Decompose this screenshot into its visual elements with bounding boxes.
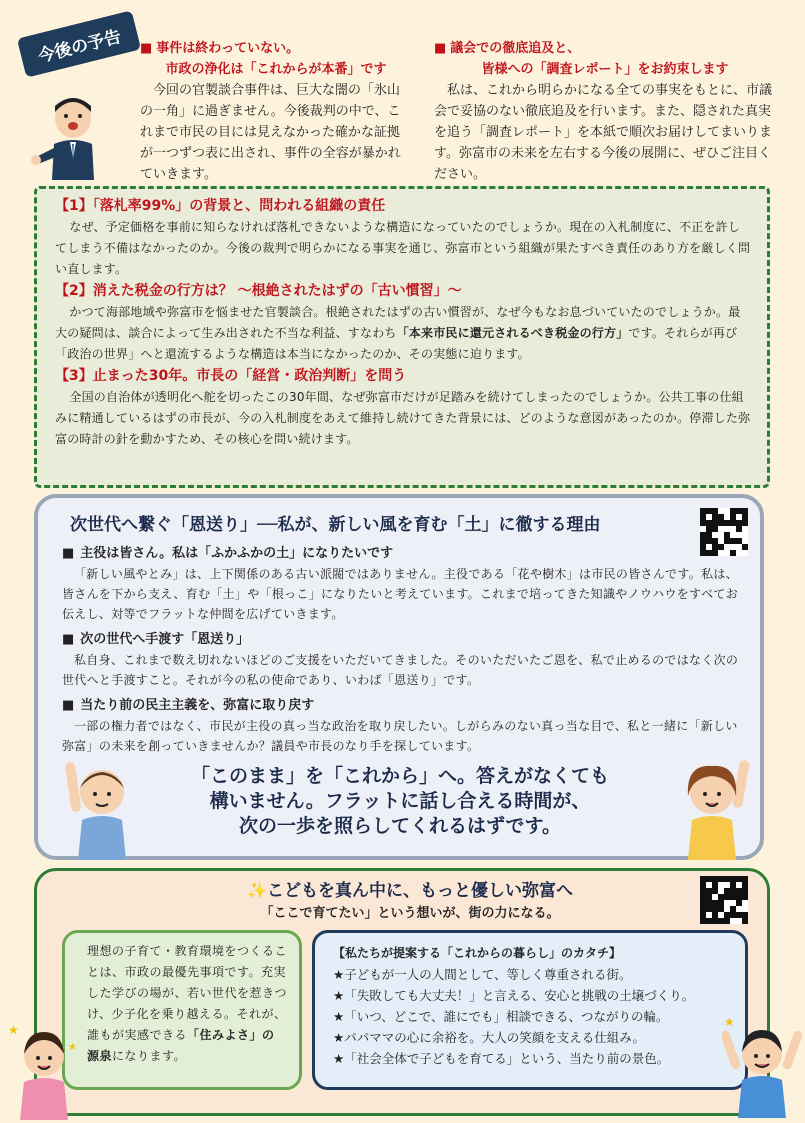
child-left-illustration <box>6 1020 82 1120</box>
issue-1 <box>55 195 751 280</box>
forecast-right-body: 私は、これから明らかになる全ての事実をもとに、市議会で妥協のない徹底追及を行います。また、隠された真実を追う「調査レポート」を本紙で順次お届けしてまいります。弥富市の未来を左右する今後の展開に、ぜひご注目ください。 <box>434 83 773 182</box>
issue-emphasis: 「本来市民に還元されるべき税金の行方」 <box>396 326 629 340</box>
svg-text:★: ★ <box>68 1042 77 1053</box>
girl-illustration <box>676 756 756 860</box>
speaker-illustration <box>30 88 116 180</box>
next-generation-title: 次世代へ繋ぐ「恩送り」──私が、新しい風を育む「土」に徹する理由 <box>70 515 601 535</box>
callout-message: 「このまま」を「これから」へ。答えがなくても 構いません。フラットに話し合える時間が、 次の一歩を照らしてくれるはずです。 <box>190 765 609 837</box>
issue-body: かつて海部地域や弥富市を悩ませた官製談合。根絶されたはずの古い慣習が、なぜ今もなお息づいていたのでしょうか。最大の疑問は、談合によって生み出された不当な利益、すなわち「本来市民に還元されるべき税金の行方」です。それらが再び「政治の世界」へと還流するような構造は本当になかったのか、その実態に迫ります。 <box>55 305 741 361</box>
qr-code-icon[interactable] <box>700 508 748 556</box>
blue-card <box>312 930 748 1090</box>
section-body: 「新しい風やとみ」は、上下関係のある古い派閥ではありません。主役である「花や樹木」は市民の皆さんです。私は、皆さんを下から支え、育む「土」や「根っこ」になりたいと考えています。これまで培ってきた知識やノウハウをすべてお伝えし、対等でフラットな仲間を広げていきます。 <box>62 567 739 621</box>
forecast-left-column: ■ 事件は終わっていない。 市政の浄化は「これからが本番」です 今回の官製談合事件は、巨大な闇の「氷山の一角」に過ぎません。今後裁判の中で、これまで市民の目には見えなかった確かな証拠が一つずつ表に出され、事件の全容が暴かれていきます。 <box>140 38 412 185</box>
forecast-left-heading2: 市政の浄化は「これからが本番」です <box>165 62 387 77</box>
list-item: ★パパママの心に余裕を。大人の笑顔を支える仕組み。 <box>333 1030 645 1045</box>
list-item: ★子どもが一人の人間として、等しく尊重される街。 <box>333 967 632 982</box>
list-item: ★「いつ、どこで、誰にでも」相談できる、つながりの輪。 <box>333 1009 669 1024</box>
list-heading: 【私たちが提案する「これからの暮らし」のカタチ】 <box>333 946 622 960</box>
issue-body: なぜ、予定価格を事前に知らなければ落札できないような構造になっていたのでしょうか。現在の入札制度に、不正を許してしまう不備はなかったのか。今後の裁判で明らかになる事実を通じ、弥富市という組織が果たすべき責任のあり方を厳しく問い直します。 <box>55 220 751 276</box>
forecast-right-column: ■ 議会での徹底追及と、 皆様への「調査レポート」をお約束します 私は、これから明らかになる全ての事実をもとに、市議会で妥協のない徹底追及を行います。また、隠された真実を追う「調査レポート」を本紙で順次お届けしてまいります。弥富市の未来を左右する今後の展開に、ぜひご注目ください。 <box>434 38 776 185</box>
section-heading: ■ 当たり前の民主主義を、弥富に取り戻す <box>62 698 315 713</box>
section-heading: ■ 主役は皆さん。私は「ふかふかの土」になりたいです <box>62 546 394 561</box>
forecast-badge: 今後の予告 <box>17 10 141 77</box>
issue-2 <box>55 280 751 365</box>
boy-illustration <box>62 756 138 860</box>
forecast-right-heading2: 皆様への「調査レポート」をお約束します <box>481 62 729 77</box>
svg-text:★: ★ <box>724 1015 735 1029</box>
issue-title: 【3】止まった30年。市長の「経営・政治判断」を問う <box>55 368 407 384</box>
section-body: 一部の権力者ではなく、市民が主役の真っ当な政治を取り戻したい。しがらみのない真っ当な目で、私と一緒に「新しい弥富」の未来を創っていきませんか？議員や市長のなり手を探しています。 <box>62 719 738 753</box>
forecast-right-heading1: 議会での徹底追及と、 <box>450 41 581 56</box>
sparkle-icon: ✨ <box>247 881 267 900</box>
svg-text:★: ★ <box>8 1023 19 1037</box>
forecast-left-heading1: 事件は終わっていない。 <box>156 41 300 56</box>
list-item: ★「社会全体で子どもを育てる」という、当たり前の景色。 <box>333 1051 670 1066</box>
green-card: 理想の子育て・教育環境をつくることは、市政の最優先事項です。充実した学びの場が、若い世代を惹きつけ、少子化を乗り越える。それが、誰もが実感できる「住みよさ」の源泉になります。 <box>62 930 302 1090</box>
green-card-emphasis: 「住みよさ」の源泉 <box>87 1028 275 1063</box>
list-item: ★「失敗しても大丈夫！」と言える、安心と挑戦の土壌づくり。 <box>333 988 695 1003</box>
child-right-illustration <box>722 1010 802 1118</box>
section-heading: ■ 次の世代へ手渡す「恩送り」 <box>62 632 250 647</box>
issue-title: 【1】「落札率99%」の背景と、問われる組織の責任 <box>55 198 386 214</box>
kids-subtitle: 「ここで育てたい」という想いが、街の力になる。 <box>260 906 560 921</box>
issue-body: 全国の自治体が透明化へ舵を切ったこの30年間、なぜ弥富市だけが足踏みを続けてしまったのでしょうか。公共工事の仕組みに精通しているはずの市長が、今の入札制度をあえて維持し続けてきた背景には、どのような意図があったのか。停滞した弥富の時計の針を動かすため、その核心を問い続けます。 <box>55 390 751 446</box>
issues-box <box>34 186 770 488</box>
issue-title: 【2】消えた税金の行方は？ ～根絶されたはずの「古い慣習」～ <box>55 283 462 299</box>
qr-code-icon[interactable] <box>700 876 748 924</box>
issue-3 <box>55 365 751 450</box>
forecast-left-body: 今回の官製談合事件は、巨大な闇の「氷山の一角」に過ぎません。今後裁判の中で、これまで市民の目には見えなかった確かな証拠が一つずつ表に出され、事件の全容が暴かれていきます。 <box>140 83 401 182</box>
kids-title: ✨こどもを真ん中に、もっと優しい弥富へ <box>247 881 573 901</box>
section-body: 私自身、これまで数え切れないほどのご支援をいただいてきました。そのいただいたご恩を、私で止めるのではなく次の世代へと手渡すこと。それが今の私の使命であり、いわば「恩送り」です。 <box>62 653 739 687</box>
